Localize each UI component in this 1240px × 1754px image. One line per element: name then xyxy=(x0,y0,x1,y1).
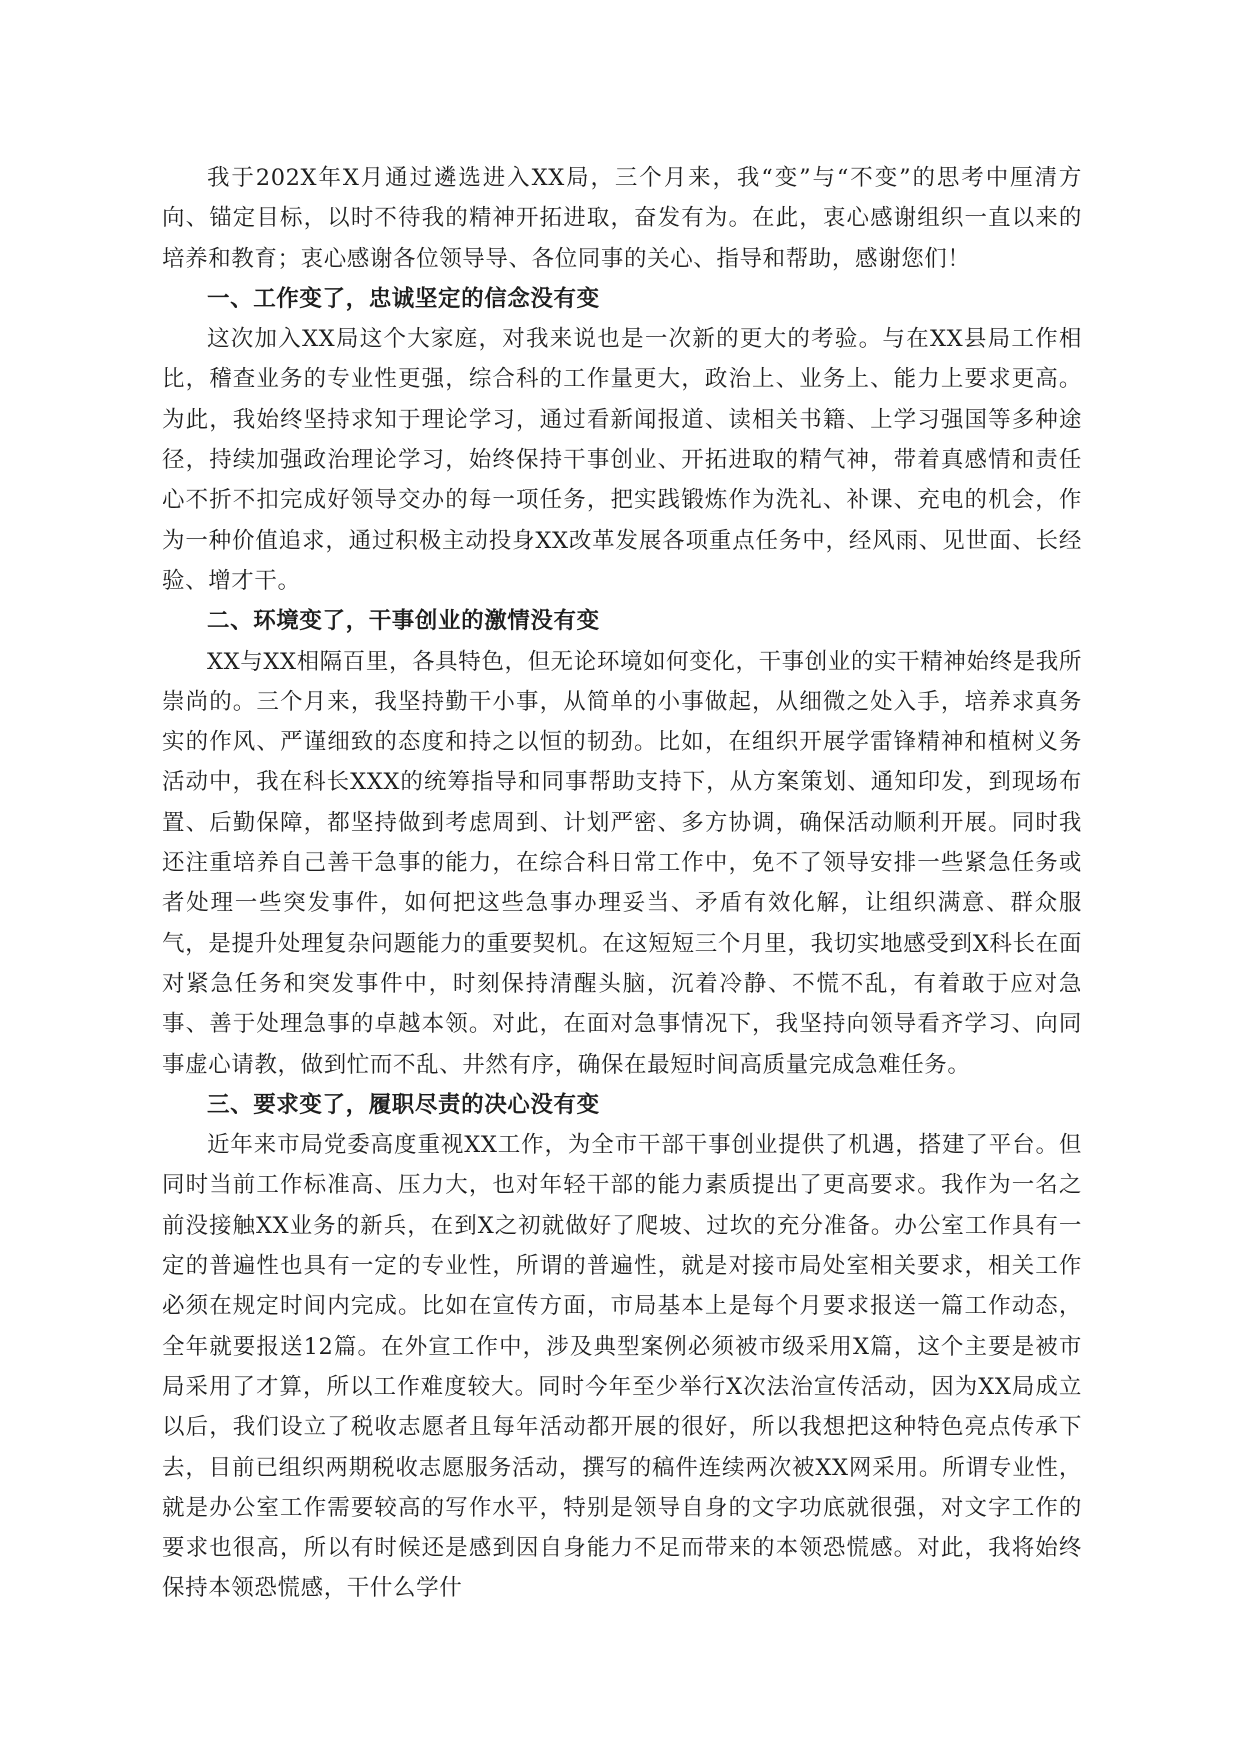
section-paragraph-1: 这次加入XX局这个大家庭，对我来说也是一次新的更大的考验。与在XX县局工作相比，稽查业务的专业性更强，综合科的工作量更大，政治上、业务上、能力上要求更高。为此，我始终坚持求知于理论学习，通过看新闻报道、读相关书籍、上学习强国等多种途径，持续加强政治理论学习，始终保持干事创业、开拓进取的精气神，带着真感情和责任心不折不扣完成好领导交办的每一项任务，把实践锻炼作为洗礼、补课、充电的机会，作为一种价值追求，通过积极主动投身XX改革发展各项重点任务中，经风雨、见世面、长经验、增才干。 xyxy=(162,326,1082,594)
section-heading-1: 一、工作变了，忠诚坚定的信念没有变 xyxy=(207,285,600,312)
section-paragraph-2: XX与XX相隔百里，各具特色，但无论环境如何变化，干事创业的实干精神始终是我所崇尚的。三个月来，我坚持勤干小事，从简单的小事做起，从细微之处入手，培养求真务实的作风、严谨细致的态度和持之以恒的韧劲。比如，在组织开展学雷锋精神和植树义务活动中，我在科长XXX的统筹指导和同事帮助支持下，从方案策划、通知印发，到现场布置、后勤保障，都坚持做到考虑周到、计划严密、多方协调，确保活动顺利开展。同时我还注重培养自己善干急事的能力，在综合科日常工作中，免不了领导安排一些紧急任务或者处理一些突发事件，如何把这些急事办理妥当、矛盾有效化解，让组织满意、群众服气，是提升处理复杂问题能力的重要契机。在这短短三个月里，我切实地感受到X科长在面对紧急任务和突发事件中，时刻保持清醒头脑，沉着冷静、不慌不乱，有着敢于应对急事、善于处理急事的卓越本领。对此，在面对急事情况下，我坚持向领导看齐学习、向同事虚心请教，做到忙而不乱、井然有序，确保在最短时间高质量完成急难任务。 xyxy=(162,648,1082,1078)
section-heading-3: 三、要求变了，履职尽责的决心没有变 xyxy=(207,1091,600,1118)
section-paragraph-3: 近年来市局党委高度重视XX工作，为全市干部干事创业提供了机遇，搭建了平台。但同时当前工作标准高、压力大，也对年轻干部的能力素质提出了更高要求。我作为一名之前没接触XX业务的新兵，在到X之初就做好了爬坡、过坎的充分准备。办公室工作具有一定的普遍性也具有一定的专业性，所谓的普遍性，就是对接市局处室相关要求，相关工作必须在规定时间内完成。比如在宣传方面，市局基本上是每个月要求报送一篇工作动态，全年就要报送12篇。在外宣工作中，涉及典型案例必须被市级采用X篇，这个主要是被市局采用了才算，所以工作难度较大。同时今年至少举行X次法治宣传活动，因为XX局成立以后，我们设立了税收志愿者且每年活动都开展的很好，所以我想把这种特色亮点传承下去，目前已组织两期税收志愿服务活动，撰写的稿件连续两次被XX网采用。所谓专业性，就是办公室工作需要较高的写作水平，特别是领导自身的文字功底就很强，对文字工作的要求也很高，所以有时候还是感到因自身能力不足而带来的本领恐慌感。对此，我将始终保持本领恐慌感，干什么学什 xyxy=(162,1132,1082,1602)
intro-paragraph: 我于202X年X月通过遴选进入XX局，三个月来，我“变”与“不变”的思考中厘清方向、锚定目标，以时不待我的精神开拓进取，奋发有为。在此，衷心感谢组织一直以来的培养和教育；衷心感谢各位领导导、各位同事的关心、指导和帮助，感谢您们！ xyxy=(162,165,1082,272)
document-body xyxy=(162,158,1082,1609)
section-heading-2: 二、环境变了，干事创业的激情没有变 xyxy=(207,608,600,635)
